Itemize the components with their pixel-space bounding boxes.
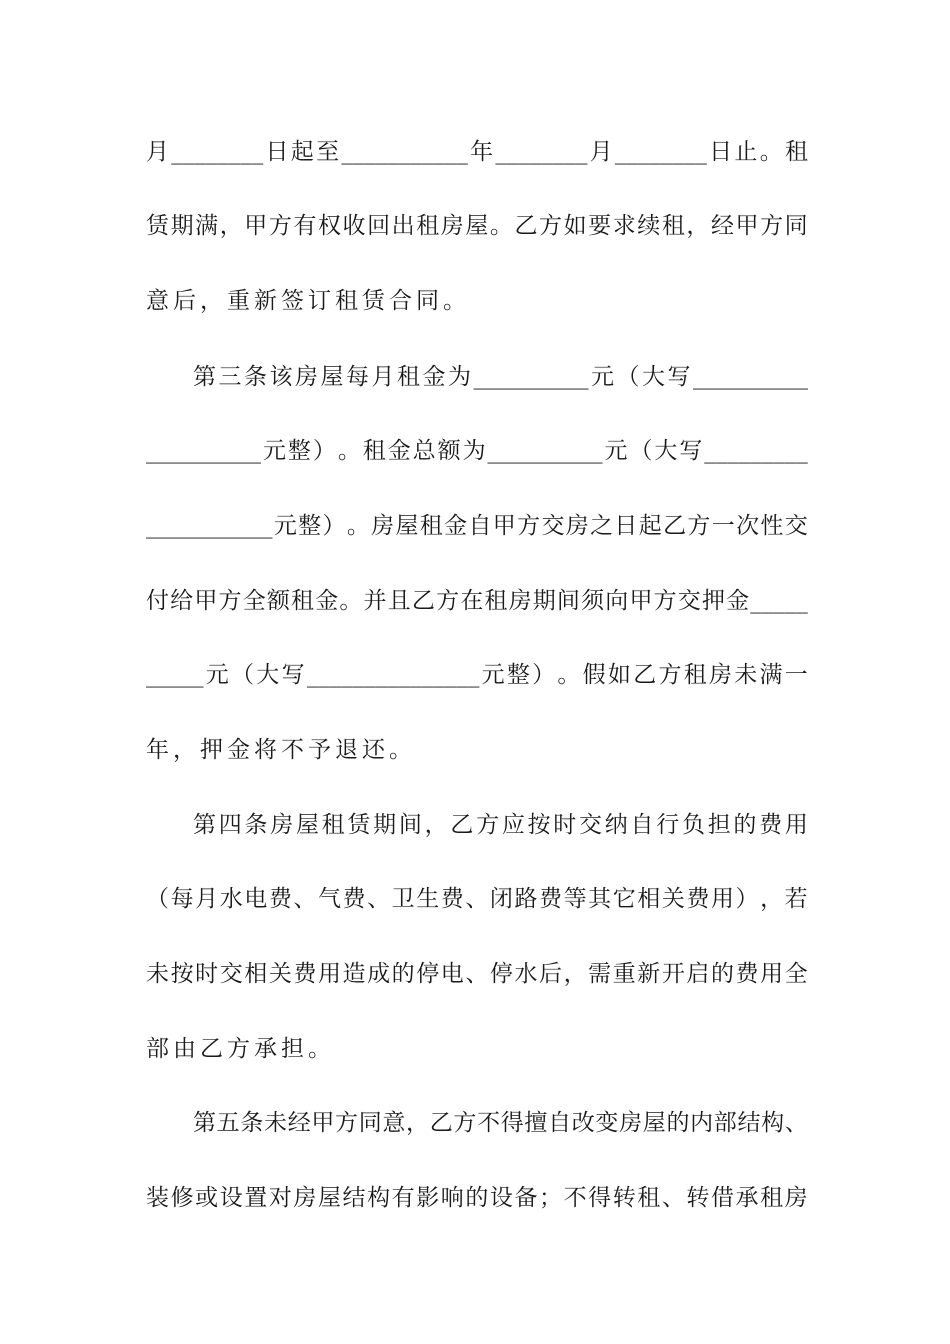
text-glyph: 有 [293, 213, 317, 239]
text-glyph: 方 [687, 513, 711, 539]
text-glyph: 须 [581, 588, 605, 614]
text-glyph: 。 [337, 438, 361, 464]
text-glyph: 五 [216, 1110, 240, 1136]
text-glyph: 月 [589, 139, 613, 165]
text-glyph: 要 [588, 213, 612, 239]
text-glyph: 日 [265, 139, 289, 165]
text-glyph: 乙 [633, 662, 657, 688]
text-glyph: 月 [146, 139, 169, 165]
text-glyph: 费 [735, 961, 759, 987]
text-glyph: 相 [637, 886, 661, 912]
text-glyph: 转 [612, 1185, 636, 1211]
text-glyph: 赁 [146, 213, 169, 239]
text-glyph: 甲 [629, 588, 653, 614]
text-glyph: 甲 [492, 513, 516, 539]
text-glyph: 构 [367, 1185, 391, 1211]
text-glyph: 给 [170, 588, 194, 614]
text-glyph: 整 [298, 513, 322, 539]
text-glyph: 方 [476, 812, 500, 838]
text-glyph: 收 [342, 213, 366, 239]
article-3-line-4 [146, 581, 808, 621]
text-glyph: ） [532, 662, 556, 688]
text-glyph: 第 [193, 364, 216, 390]
text-glyph: 屋 [395, 513, 419, 539]
text-glyph: 意 [382, 1110, 406, 1136]
text-glyph: （ [629, 438, 653, 464]
text-glyph: 方 [218, 588, 242, 614]
text-glyph: 金 [726, 588, 750, 614]
text-glyph: 房 [293, 1185, 317, 1211]
text-glyph: 屋 [465, 213, 489, 239]
text-glyph: 开 [661, 961, 685, 987]
text-glyph: 。 [339, 588, 363, 614]
text-glyph: 交 [677, 588, 701, 614]
text-glyph: 、 [465, 886, 489, 912]
text-glyph: 后 [539, 961, 562, 987]
text-glyph: 借 [710, 1185, 734, 1211]
text-glyph: 金 [315, 588, 339, 614]
text-glyph: 费 [440, 886, 464, 912]
text-glyph: 方 [539, 213, 562, 239]
text-glyph: 未 [146, 961, 169, 987]
text-glyph: 擅 [524, 1110, 548, 1136]
article-4-line-2 [146, 879, 808, 919]
blank-field: _________ [704, 438, 808, 464]
text-glyph: 元 [604, 438, 628, 464]
text-glyph: 房 [708, 662, 732, 688]
text-glyph: 写 [667, 364, 691, 390]
text-glyph: 屋 [320, 364, 344, 390]
text-glyph: 有 [391, 1185, 415, 1211]
text-glyph: 乙 [514, 213, 538, 239]
text-glyph: 新 [637, 961, 661, 987]
text-glyph: 如 [607, 662, 631, 688]
text-glyph: 房 [371, 513, 395, 539]
text-glyph: 房 [295, 364, 318, 390]
text-glyph: 方 [658, 662, 682, 688]
text-glyph: 乙 [411, 588, 435, 614]
text-glyph: 、 [367, 886, 391, 912]
text-glyph: 其 [588, 886, 612, 912]
text-glyph: 租 [637, 1185, 661, 1211]
text-glyph: 第 [193, 812, 216, 838]
text-glyph: 一 [711, 513, 735, 539]
text-glyph: 方 [268, 213, 292, 239]
blank-field: _____ [146, 662, 204, 688]
text-glyph: （ [231, 662, 255, 688]
text-glyph: 至 [316, 139, 340, 165]
text-glyph: ， [563, 961, 587, 987]
text-glyph: 屋 [295, 812, 319, 838]
text-glyph: 需 [588, 961, 612, 987]
text-glyph: 若 [784, 886, 808, 912]
text-glyph: 负 [681, 812, 705, 838]
text-glyph: 生 [416, 886, 440, 912]
text-glyph: 它 [612, 886, 636, 912]
text-glyph: 房 [565, 513, 589, 539]
text-glyph: 置 [244, 1185, 268, 1211]
text-glyph: ） [312, 438, 336, 464]
article-3-line-5 [146, 655, 808, 695]
text-glyph: 起 [638, 513, 662, 539]
text-glyph: 月 [195, 886, 219, 912]
text-glyph: 每 [170, 886, 194, 912]
text-glyph: 费 [686, 886, 710, 912]
text-glyph: 方 [653, 588, 677, 614]
text-glyph: 权 [317, 213, 341, 239]
text-glyph: ， [406, 1110, 430, 1136]
text-glyph: 求 [612, 213, 636, 239]
text-glyph: 元 [273, 513, 297, 539]
text-glyph: 写 [281, 662, 305, 688]
text-glyph: 启 [686, 961, 710, 987]
text-glyph: 电 [440, 961, 464, 987]
text-glyph: 期 [170, 213, 194, 239]
text-glyph: 元 [205, 662, 229, 688]
text-glyph: 水 [514, 961, 538, 987]
text-glyph: 之 [590, 513, 614, 539]
text-glyph: 租 [683, 662, 707, 688]
text-glyph: 的 [391, 961, 415, 987]
text-line-1 [146, 132, 808, 172]
text-glyph: 经 [287, 1110, 311, 1136]
text-glyph: 为 [462, 438, 486, 464]
text-glyph: 房 [508, 588, 532, 614]
text-glyph: 自 [630, 812, 654, 838]
text-glyph: 元 [262, 438, 286, 464]
text-glyph: 假 [582, 662, 606, 688]
text-glyph: 元 [591, 364, 614, 390]
text-glyph: 按 [170, 961, 194, 987]
text-glyph: 未 [734, 662, 758, 688]
text-glyph: （ [146, 886, 169, 912]
text-glyph: 路 [514, 886, 538, 912]
text-glyph: 性 [760, 513, 784, 539]
text-glyph: 自 [468, 513, 492, 539]
text-glyph: 期 [373, 812, 397, 838]
text-glyph: 向 [605, 588, 629, 614]
text-glyph: 月 [371, 364, 395, 390]
article-5-line-1 [193, 1103, 808, 1143]
text-glyph: 金 [422, 364, 446, 390]
text-glyph: 甲 [244, 213, 268, 239]
text-glyph: 整 [506, 662, 530, 688]
text-glyph: ， [686, 213, 710, 239]
text-glyph: 金 [387, 438, 411, 464]
text-glyph: 付 [146, 588, 169, 614]
text-glyph: 闭 [489, 886, 513, 912]
text-glyph: 交 [219, 961, 243, 987]
article-3-line-2 [146, 431, 808, 471]
text-glyph: 满 [195, 213, 219, 239]
text-glyph: 设 [489, 1185, 513, 1211]
text-glyph: 赁 [347, 812, 371, 838]
text-glyph: 关 [268, 961, 292, 987]
text-glyph: 停 [416, 961, 440, 987]
text-glyph: 响 [440, 1185, 464, 1211]
text-glyph: 内 [690, 1110, 714, 1136]
text-glyph: 。 [346, 513, 370, 539]
text-glyph: 屋 [317, 1185, 341, 1211]
text-glyph: 成 [367, 961, 391, 987]
text-glyph: 的 [666, 1110, 690, 1136]
text-glyph: 造 [342, 961, 366, 987]
text-glyph: 续 [637, 213, 661, 239]
text-glyph: 不 [563, 1185, 587, 1211]
text-glyph: 条 [244, 812, 268, 838]
text-glyph: 额 [266, 588, 290, 614]
blank-field: _____ [750, 588, 808, 614]
text-glyph: 交 [784, 513, 808, 539]
text-glyph: 租 [321, 812, 345, 838]
text-glyph: 纳 [604, 812, 628, 838]
blank-field: __________ [146, 438, 261, 464]
article-4-line-3 [146, 954, 808, 994]
text-glyph: 起 [290, 139, 314, 165]
text-glyph: 租 [419, 513, 443, 539]
text-glyph: 为 [448, 364, 471, 390]
text-glyph: 时 [553, 812, 577, 838]
text-glyph: 。 [489, 213, 513, 239]
article-5-line-2 [146, 1178, 808, 1218]
text-glyph: 方 [436, 588, 460, 614]
text-glyph: 的 [465, 1185, 489, 1211]
text-glyph: 构 [761, 1110, 785, 1136]
text-glyph: 甲 [194, 588, 218, 614]
text-glyph: ； [539, 1185, 562, 1211]
text-glyph: 交 [541, 513, 565, 539]
text-glyph: 四 [218, 812, 242, 838]
text-glyph: ， [760, 886, 784, 912]
text-glyph: 总 [412, 438, 436, 464]
text-glyph: 结 [342, 1185, 366, 1211]
text-glyph: 乙 [450, 812, 474, 838]
text-glyph: 变 [595, 1110, 619, 1136]
text-glyph: 、 [465, 961, 489, 987]
text-glyph: 方 [453, 1110, 477, 1136]
article-3-line-6: 年，押金将不予退还。 [146, 737, 416, 763]
text-glyph: 相 [244, 961, 268, 987]
text-glyph: 条 [240, 1110, 264, 1136]
text-glyph: 日 [709, 139, 733, 165]
text-glyph: 关 [661, 886, 685, 912]
text-glyph: 租 [784, 139, 808, 165]
text-glyph: 费 [268, 886, 292, 912]
text-glyph: 结 [737, 1110, 761, 1136]
text-glyph: 承 [735, 1185, 759, 1211]
text-glyph: 租 [362, 438, 386, 464]
text-glyph: 担 [707, 812, 731, 838]
text-glyph: 元 [481, 662, 505, 688]
text-glyph: 时 [195, 961, 219, 987]
text-glyph: 影 [416, 1185, 440, 1211]
text-glyph: 自 [548, 1110, 572, 1136]
text-glyph: 对 [268, 1185, 292, 1211]
text-glyph: 写 [679, 438, 703, 464]
text-glyph: 、 [784, 1110, 808, 1136]
text-glyph: 费 [342, 886, 366, 912]
text-glyph: 备 [514, 1185, 538, 1211]
text-glyph: 经 [710, 213, 734, 239]
text-glyph: 大 [256, 662, 280, 688]
text-glyph: 大 [642, 364, 665, 390]
text-glyph: 费 [293, 961, 317, 987]
text-glyph: 改 [571, 1110, 595, 1136]
text-glyph: 止 [734, 139, 758, 165]
blank-field: __________ [487, 438, 603, 464]
text-glyph: 甲 [311, 1110, 335, 1136]
text-glyph: ） [735, 886, 759, 912]
text-glyph: （ [616, 364, 640, 390]
text-glyph: 气 [317, 886, 341, 912]
text-glyph: 转 [686, 1185, 710, 1211]
text-glyph: 全 [242, 588, 266, 614]
text-glyph: 交 [579, 812, 603, 838]
text-glyph: 出 [391, 213, 415, 239]
blank-field: __________ [473, 364, 589, 390]
text-glyph: 卫 [391, 886, 415, 912]
text-glyph: 或 [195, 1185, 219, 1211]
text-glyph: 的 [710, 961, 734, 987]
text-glyph: 重 [612, 961, 636, 987]
text-glyph: 费 [759, 812, 783, 838]
text-glyph: 部 [713, 1110, 737, 1136]
text-glyph: 如 [563, 213, 587, 239]
text-glyph: 一 [784, 662, 808, 688]
text-glyph: 按 [527, 812, 551, 838]
text-glyph: 额 [437, 438, 461, 464]
article-4-line-4: 部由乙方承担。 [146, 1036, 335, 1062]
text-glyph: 并 [363, 588, 387, 614]
text-glyph: 行 [656, 812, 680, 838]
blank-field: ___________ [146, 513, 273, 539]
text-glyph: 乙 [663, 513, 687, 539]
text-glyph: 大 [654, 438, 678, 464]
text-glyph: 租 [760, 1185, 784, 1211]
blank-field: ___________ [341, 139, 468, 165]
text-glyph: ， [219, 213, 243, 239]
text-glyph: 乙 [429, 1110, 453, 1136]
text-glyph: 日 [614, 513, 638, 539]
text-glyph: 等 [563, 886, 587, 912]
text-glyph: 房 [784, 1185, 808, 1211]
text-glyph: 年 [470, 139, 494, 165]
text-glyph: 间 [398, 812, 422, 838]
article-3-line-3 [146, 506, 808, 546]
text-glyph: 装 [146, 1185, 169, 1211]
text-glyph: 电 [244, 886, 268, 912]
text-glyph: 设 [219, 1185, 243, 1211]
text-glyph: 回 [367, 213, 391, 239]
text-glyph: 次 [736, 513, 760, 539]
text-glyph: 不 [477, 1110, 501, 1136]
blank-field: __________ [693, 364, 808, 390]
text-glyph: 得 [588, 1185, 612, 1211]
text-glyph: 应 [501, 812, 525, 838]
text-glyph: 在 [460, 588, 484, 614]
text-glyph: 押 [701, 588, 725, 614]
text-glyph: 、 [661, 1185, 685, 1211]
text-glyph: 金 [444, 513, 468, 539]
article-3-line-1 [193, 357, 808, 397]
text-glyph: 。 [759, 139, 783, 165]
blank-field: ________ [171, 139, 264, 165]
text-glyph: 方 [335, 1110, 359, 1136]
text-glyph: 租 [397, 364, 420, 390]
text-glyph: 满 [759, 662, 783, 688]
text-glyph: 、 [293, 886, 317, 912]
text-glyph: 间 [556, 588, 580, 614]
text-glyph: 用 [317, 961, 341, 987]
text-glyph: 第 [193, 1110, 216, 1136]
text-line-2 [146, 206, 808, 246]
text-glyph: ， [424, 812, 448, 838]
text-glyph: 同 [358, 1110, 382, 1136]
text-glyph: 租 [484, 588, 508, 614]
text-glyph: 用 [710, 886, 734, 912]
blank-field: ________ [495, 139, 588, 165]
text-glyph: 的 [733, 812, 757, 838]
text-glyph: 每 [346, 364, 369, 390]
text-glyph: 用 [760, 961, 784, 987]
text-glyph: ） [322, 513, 346, 539]
text-glyph: 甲 [735, 213, 759, 239]
text-glyph: 房 [270, 812, 294, 838]
text-glyph: 屋 [642, 1110, 666, 1136]
text-glyph: 房 [619, 1110, 643, 1136]
text-glyph: 该 [269, 364, 293, 390]
text-glyph: 得 [500, 1110, 524, 1136]
text-glyph: 方 [760, 213, 784, 239]
text-glyph: 水 [219, 886, 243, 912]
text-glyph: 用 [784, 812, 808, 838]
text-glyph: 期 [532, 588, 556, 614]
blank-field: ________ [614, 139, 707, 165]
text-glyph: 全 [784, 961, 808, 987]
text-glyph: 停 [489, 961, 513, 987]
text-glyph: 租 [661, 213, 685, 239]
text-glyph: 方 [517, 513, 541, 539]
text-line-3: 意后，重新签订租赁合同。 [146, 288, 470, 314]
article-4-line-1 [193, 805, 808, 845]
text-glyph: 费 [539, 886, 562, 912]
text-glyph: 同 [784, 213, 808, 239]
text-glyph: 未 [264, 1110, 288, 1136]
text-glyph: 整 [287, 438, 311, 464]
text-glyph: 修 [170, 1185, 194, 1211]
text-glyph: 。 [557, 662, 581, 688]
text-glyph: 条 [244, 364, 267, 390]
blank-field: _______________ [306, 662, 480, 688]
text-glyph: 三 [218, 364, 242, 390]
text-glyph: 房 [440, 213, 464, 239]
text-glyph: 租 [291, 588, 315, 614]
text-glyph: 租 [416, 213, 440, 239]
text-glyph: 且 [387, 588, 411, 614]
